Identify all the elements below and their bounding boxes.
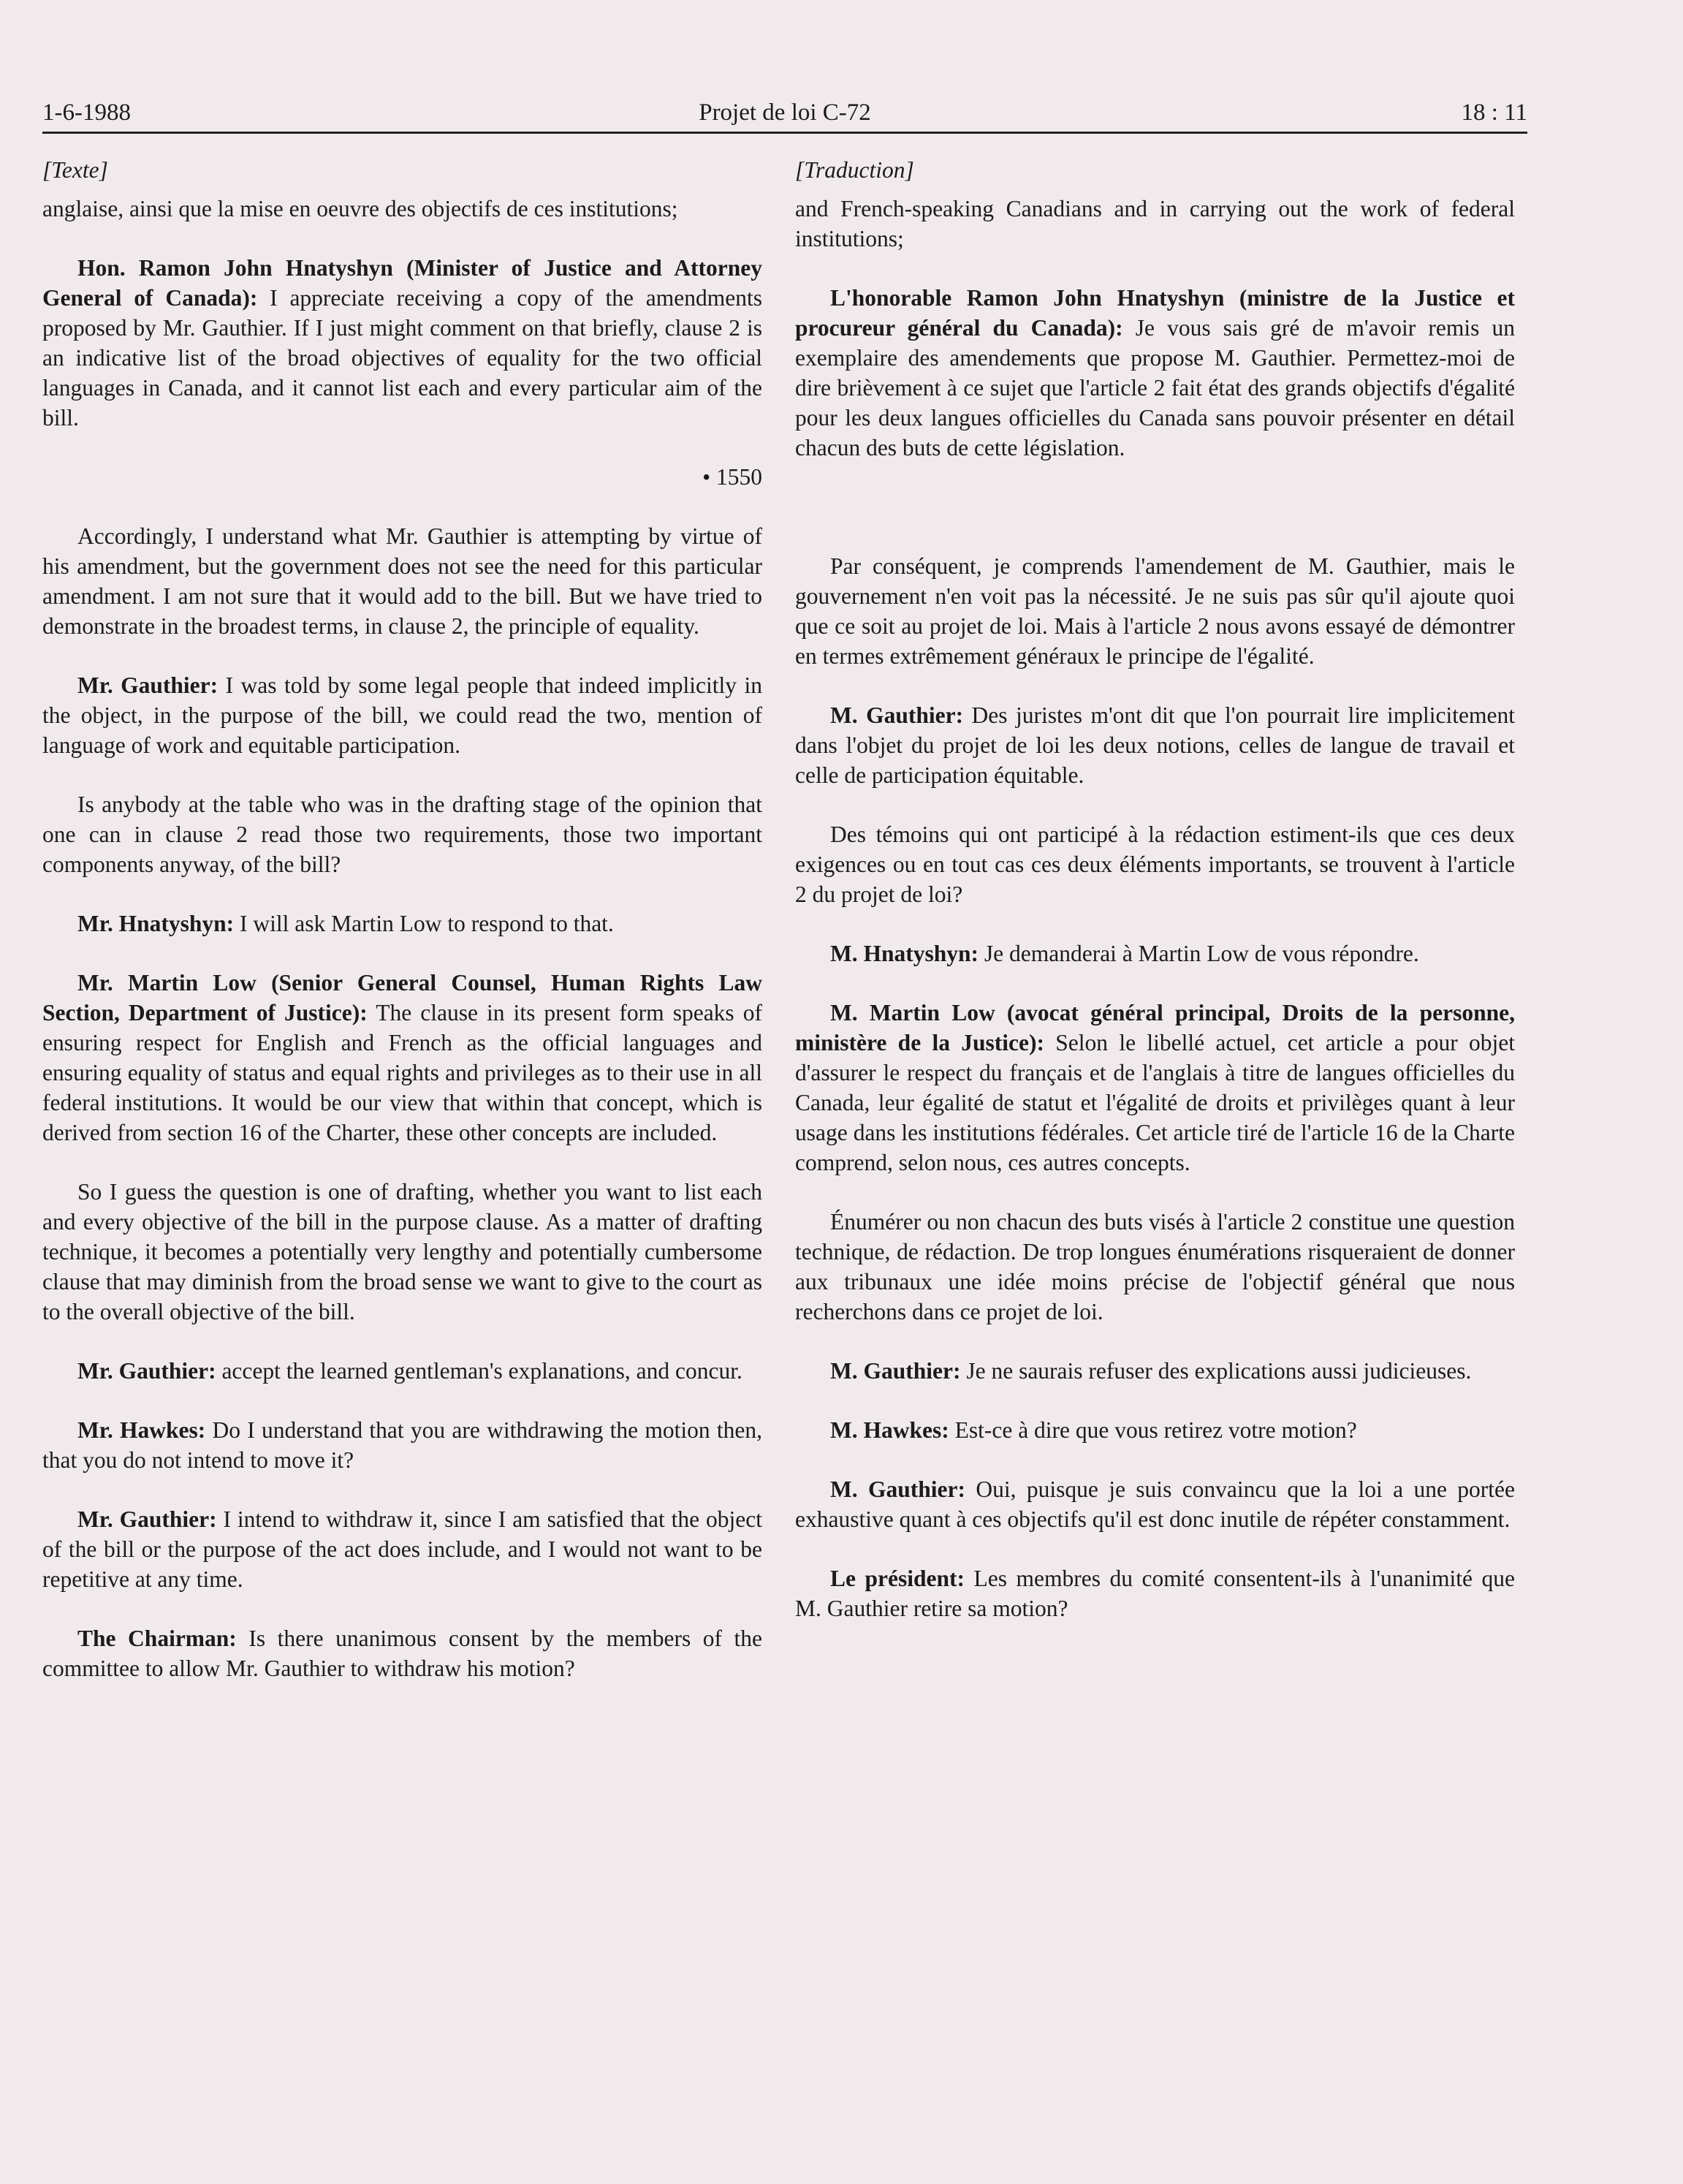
speaker-name: Mr. Martin Low (Senior General Counsel, Human Rights Law Section, Department of Justice):: [42, 970, 762, 1025]
speech-text: Des juristes m'ont dit que l'on pourrait lire implicitement dans l'objet du projet de loi les deux notions, celles de langue de travail et celle de participation équitable.: [795, 702, 1515, 788]
speaker-name: L'honorable Ramon John Hnatyshyn (ministre de la Justice et procureur général du Canada):: [795, 285, 1515, 341]
speech-text: Je demanderai à Martin Low de vous répondre.: [979, 941, 1419, 966]
paragraph: [795, 998, 1515, 1178]
speaker-name: M. Gauthier:: [830, 1358, 961, 1384]
paragraph: anglaise, ainsi que la mise en oeuvre des objectifs de ces institutions;: [42, 196, 678, 221]
paragraph: Accordingly, I understand what Mr. Gauthier is attempting by virtue of his amendment, but the government does not see the need for this particular amendment. I am not sure that it would add to the bill. But we have tried to demonstrate in the broadest terms, in clause 2, the principle of equality.: [42, 523, 762, 639]
header-date: 1-6-1988: [42, 99, 131, 126]
speech-text: Selon le libellé actuel, cet article a pour objet d'assurer le respect du français et de l'anglais à titre de langues officielles du Canada, leur égalité de statut et l'égalité de droits et privilèges quant à leur usage dans les institutions fédérales. Cet article tiré de l'article 16 de la Charte comprend, selon nous, ces autres concepts.: [795, 1030, 1515, 1175]
column-label: [Traduction]: [795, 157, 914, 183]
left-column: [42, 155, 762, 1713]
speaker-name: Mr. Hnatyshyn:: [77, 911, 235, 936]
paragraph: [42, 1415, 762, 1475]
speech-text: I intend to withdraw it, since I am satisfied that the object of the bill or the purpose of the act does include, and I would not want to be repetitive at any time.: [42, 1506, 762, 1592]
speaker-name: M. Gauthier:: [830, 702, 964, 728]
speaker-name: M. Hnatyshyn:: [830, 941, 979, 966]
speech-text: accept the learned gentleman's explanations, and concur.: [216, 1358, 742, 1384]
paragraph: So I guess the question is one of drafting, whether you want to list each and every objective of the bill in the purpose clause. As a matter of drafting technique, it becomes a potentially very lengthy and potentially cumbersome clause that may diminish from the broad sense we want to give to the court as to the overall objective of the bill.: [42, 1179, 762, 1324]
speech-text: The clause in its present form speaks of ensuring respect for English and French as the official languages and ensuring equality of status and equal rights and privileges as to their use in all federal institutions. It would be our view that within that concept, which is derived from section 16 of the Charter, these other concepts are included.: [42, 1000, 762, 1145]
paragraph: [795, 1415, 1515, 1445]
paragraph: [42, 968, 762, 1148]
paragraph: [795, 1474, 1515, 1534]
speaker-name: M. Martin Low (avocat général principal, Droits de la personne, ministère de la Justice):: [795, 1000, 1515, 1055]
paragraph: [42, 909, 762, 939]
paragraph: and French-speaking Canadians and in carrying out the work of federal institutions;: [795, 196, 1515, 251]
paragraph: Par conséquent, je comprends l'amendement de M. Gauthier, mais le gouvernement n'en voit pas la nécessité. Je ne suis pas sûr qu'il ajoute quoi que ce soit au projet de loi. Mais à l'article 2 nous avons essayé de démontrer en termes extrêmement généraux le principe de l'égalité.: [795, 553, 1515, 669]
speaker-name: Mr. Gauthier:: [77, 1358, 216, 1384]
speaker-name: The Chairman:: [77, 1626, 237, 1651]
paragraph: [42, 253, 762, 433]
speech-text: Do I understand that you are withdrawing the motion then, that you do not intend to move it?: [42, 1417, 762, 1473]
speaker-name: Mr. Gauthier:: [77, 1506, 217, 1532]
paragraph: [42, 670, 762, 760]
paragraph: [795, 1356, 1515, 1386]
paragraph: [42, 1623, 762, 1683]
speaker-name: Le président:: [830, 1566, 965, 1591]
speaker-name: Mr. Hawkes:: [77, 1417, 206, 1443]
paragraph: [795, 1563, 1515, 1623]
speech-text: Oui, puisque je suis convaincu que la loi a une portée exhaustive quant à ces objectifs qu'il est donc inutile de répéter constamment.: [795, 1476, 1515, 1532]
paragraph: [795, 939, 1515, 968]
header-page-number: 18 : 11: [1461, 99, 1527, 126]
paragraph: [42, 1356, 762, 1386]
speaker-name: M. Gauthier:: [830, 1476, 965, 1502]
time-marker: • 1550: [702, 464, 762, 490]
speech-text: Je vous sais gré de m'avoir remis un exemplaire des amendements que propose M. Gauthier. Permettez-moi de dire brièvement à ce sujet que l'article 2 fait état des grands objectifs d'égalité pour les deux langues officielles du Canada sans pouvoir présenter en détail chacun des buts de cette législation.: [795, 315, 1515, 460]
right-column: [795, 155, 1515, 1653]
header-rule: [42, 132, 1527, 134]
header-title: Projet de loi C-72: [699, 99, 871, 126]
speech-text: Est-ce à dire que vous retirez votre motion?: [949, 1417, 1357, 1443]
speech-text: Is there unanimous consent by the members of the committee to allow Mr. Gauthier to withdraw his motion?: [42, 1626, 763, 1681]
paragraph: [795, 700, 1515, 790]
column-label: [Texte]: [42, 157, 108, 183]
speaker-name: M. Hawkes:: [830, 1417, 949, 1443]
speech-text: Les membres du comité consentent-ils à l'unanimité que M. Gauthier retire sa motion?: [795, 1566, 1516, 1621]
paragraph: Des témoins qui ont participé à la rédaction estiment-ils que ces deux exigences ou en tout cas ces deux éléments importants, se trouvent à l'article 2 du projet de loi?: [795, 822, 1515, 907]
speech-text: Je ne saurais refuser des explications aussi judicieuses.: [960, 1358, 1472, 1384]
speaker-name: Mr. Gauthier:: [77, 672, 219, 698]
speech-text: I appreciate receiving a copy of the amendments proposed by Mr. Gauthier. If I just might comment on that briefly, clause 2 is an indicative list of the broad objectives of equality for the two official languages in Canada, and it cannot list each and every particular aim of the bill.: [42, 285, 762, 431]
page-header: [42, 99, 1527, 136]
paragraph: [42, 1504, 762, 1594]
speech-text: I was told by some legal people that indeed implicitly in the object, in the purpose of the bill, we could read the two, mention of language of work and equitable participation.: [42, 672, 762, 758]
paragraph: Is anybody at the table who was in the drafting stage of the opinion that one can in clause 2 read those two requirements, those two important components anyway, of the bill?: [42, 792, 762, 877]
speech-text: I will ask Martin Low to respond to that.: [234, 911, 614, 936]
paragraph: [795, 283, 1515, 463]
speaker-name: Hon. Ramon John Hnatyshyn (Minister of Justice and Attorney General of Canada):: [42, 255, 762, 311]
paragraph: Énumérer ou non chacun des buts visés à l'article 2 constitue une question technique, de rédaction. De trop longues énumérations risqueraient de donner aux tribunaux une idée moins précise de l'objectif général que nous recherchons dans ce projet de loi.: [795, 1209, 1515, 1324]
